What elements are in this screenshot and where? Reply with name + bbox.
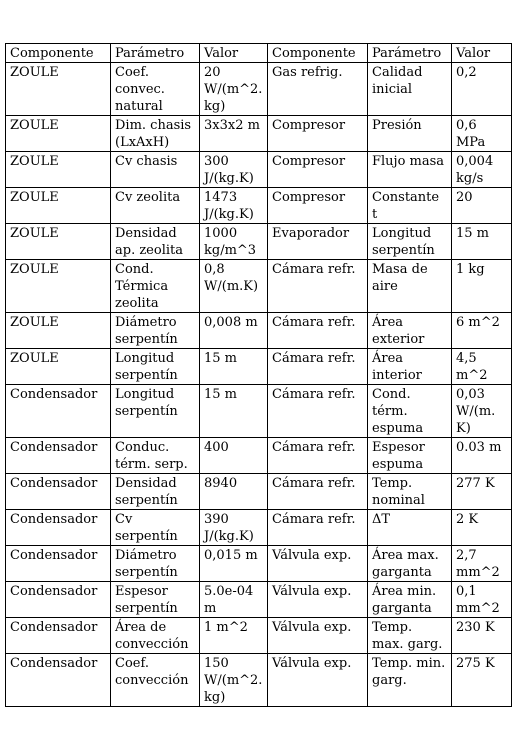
table-row: [6, 654, 512, 707]
value-cell: 1 m^2: [200, 618, 268, 654]
value-cell: 400: [200, 438, 268, 474]
parameter-cell: Constante t: [368, 188, 452, 224]
parameter-cell: Área max. garganta: [368, 546, 452, 582]
value-cell: 1473 J/(kg.K): [200, 188, 268, 224]
parameter-cell: Cv zeolita: [111, 188, 200, 224]
value-cell: 390 J/(kg.K): [200, 510, 268, 546]
table-body: [6, 63, 512, 707]
parameter-cell: Coef. convec. natural: [111, 63, 200, 116]
parameter-cell: Diámetro serpentín: [111, 546, 200, 582]
component-cell: Cámara refr.: [268, 260, 368, 313]
value-cell: 20: [452, 188, 512, 224]
value-cell: 0,6 MPa: [452, 116, 512, 152]
table-row: [6, 224, 512, 260]
parameter-cell: Área interior: [368, 349, 452, 385]
parameter-cell: Densidad serpentín: [111, 474, 200, 510]
component-cell: Cámara refr.: [268, 385, 368, 438]
value-cell: 0,1 mm^2: [452, 582, 512, 618]
component-cell: Condensador: [6, 438, 111, 474]
parameter-cell: Conduc. térm. serp.: [111, 438, 200, 474]
parameter-cell: Área exterior: [368, 313, 452, 349]
table-row: [6, 438, 512, 474]
component-cell: Cámara refr.: [268, 438, 368, 474]
component-cell: ZOULE: [6, 349, 111, 385]
value-cell: 2 K: [452, 510, 512, 546]
table-row: [6, 474, 512, 510]
component-cell: Condensador: [6, 618, 111, 654]
parameter-cell: ΔT: [368, 510, 452, 546]
component-cell: Condensador: [6, 474, 111, 510]
parameter-cell: Masa de aire: [368, 260, 452, 313]
component-cell: Cámara refr.: [268, 510, 368, 546]
parameter-cell: Temp. min. garg.: [368, 654, 452, 707]
component-cell: Válvula exp.: [268, 546, 368, 582]
component-cell: Condensador: [6, 582, 111, 618]
value-cell: 0,008 m: [200, 313, 268, 349]
value-cell: 15 m: [200, 385, 268, 438]
value-cell: 0,2: [452, 63, 512, 116]
value-cell: 4,5 m^2: [452, 349, 512, 385]
component-cell: Compresor: [268, 188, 368, 224]
table-row: [6, 313, 512, 349]
header-parametro-2: Parámetro: [368, 44, 452, 63]
table-row: [6, 260, 512, 313]
table-header-row: [6, 44, 512, 63]
parameter-cell: Temp. max. garg.: [368, 618, 452, 654]
component-cell: Compresor: [268, 116, 368, 152]
component-cell: Cámara refr.: [268, 474, 368, 510]
parameter-cell: Flujo masa: [368, 152, 452, 188]
value-cell: 300 J/(kg.K): [200, 152, 268, 188]
parameter-cell: Longitud serpentín: [368, 224, 452, 260]
component-cell: Cámara refr.: [268, 313, 368, 349]
component-cell: ZOULE: [6, 260, 111, 313]
component-cell: Condensador: [6, 385, 111, 438]
component-cell: Condensador: [6, 654, 111, 707]
parameter-cell: Cv serpentín: [111, 510, 200, 546]
component-cell: ZOULE: [6, 116, 111, 152]
table-row: [6, 582, 512, 618]
header-valor-2: Valor: [452, 44, 512, 63]
table-row: [6, 116, 512, 152]
header-parametro: Parámetro: [111, 44, 200, 63]
component-cell: Válvula exp.: [268, 618, 368, 654]
value-cell: 277 K: [452, 474, 512, 510]
header-componente: Componente: [6, 44, 111, 63]
value-cell: 15 m: [452, 224, 512, 260]
value-cell: 3x3x2 m: [200, 116, 268, 152]
parameter-cell: Longitud serpentín: [111, 349, 200, 385]
parameter-cell: Temp. nominal: [368, 474, 452, 510]
value-cell: 1 kg: [452, 260, 512, 313]
value-cell: 275 K: [452, 654, 512, 707]
value-cell: 2,7 mm^2: [452, 546, 512, 582]
parameter-cell: Diámetro serpentín: [111, 313, 200, 349]
value-cell: 8940: [200, 474, 268, 510]
table-row: [6, 546, 512, 582]
header-componente-2: Componente: [268, 44, 368, 63]
component-cell: Condensador: [6, 546, 111, 582]
parameter-cell: Cv chasis: [111, 152, 200, 188]
parameter-cell: Coef. convección: [111, 654, 200, 707]
value-cell: 230 K: [452, 618, 512, 654]
table-row: [6, 349, 512, 385]
parameter-cell: Espesor serpentín: [111, 582, 200, 618]
table-row: [6, 385, 512, 438]
parameter-cell: Presión: [368, 116, 452, 152]
value-cell: 1000 kg/m^3: [200, 224, 268, 260]
value-cell: 0,03 W/(m. K): [452, 385, 512, 438]
parameter-cell: Cond. Térmica zeolita: [111, 260, 200, 313]
value-cell: 0,8 W/(m.K): [200, 260, 268, 313]
table-row: [6, 152, 512, 188]
component-cell: ZOULE: [6, 63, 111, 116]
value-cell: 150 W/(m^2. kg): [200, 654, 268, 707]
parameter-cell: Espesor espuma: [368, 438, 452, 474]
component-cell: Gas refrig.: [268, 63, 368, 116]
parameter-cell: Densidad ap. zeolita: [111, 224, 200, 260]
parameters-table: [5, 43, 512, 707]
value-cell: 20 W/(m^2. kg): [200, 63, 268, 116]
parameter-cell: Calidad inicial: [368, 63, 452, 116]
value-cell: 6 m^2: [452, 313, 512, 349]
component-cell: Cámara refr.: [268, 349, 368, 385]
parameter-cell: Dim. chasis (LxAxH): [111, 116, 200, 152]
value-cell: 0.03 m: [452, 438, 512, 474]
header-valor: Valor: [200, 44, 268, 63]
component-cell: Condensador: [6, 510, 111, 546]
parameter-cell: Área min. garganta: [368, 582, 452, 618]
component-cell: Compresor: [268, 152, 368, 188]
component-cell: Evaporador: [268, 224, 368, 260]
value-cell: 5.0e-04 m: [200, 582, 268, 618]
component-cell: Válvula exp.: [268, 654, 368, 707]
parameter-cell: Longitud serpentín: [111, 385, 200, 438]
table-row: [6, 188, 512, 224]
component-cell: Válvula exp.: [268, 582, 368, 618]
value-cell: 0,015 m: [200, 546, 268, 582]
component-cell: ZOULE: [6, 224, 111, 260]
component-cell: ZOULE: [6, 313, 111, 349]
parameter-cell: Área de convección: [111, 618, 200, 654]
parameter-cell: Cond. térm. espuma: [368, 385, 452, 438]
table-row: [6, 618, 512, 654]
component-cell: ZOULE: [6, 188, 111, 224]
value-cell: 15 m: [200, 349, 268, 385]
table-row: [6, 510, 512, 546]
component-cell: ZOULE: [6, 152, 111, 188]
value-cell: 0,004 kg/s: [452, 152, 512, 188]
table-row: [6, 63, 512, 116]
